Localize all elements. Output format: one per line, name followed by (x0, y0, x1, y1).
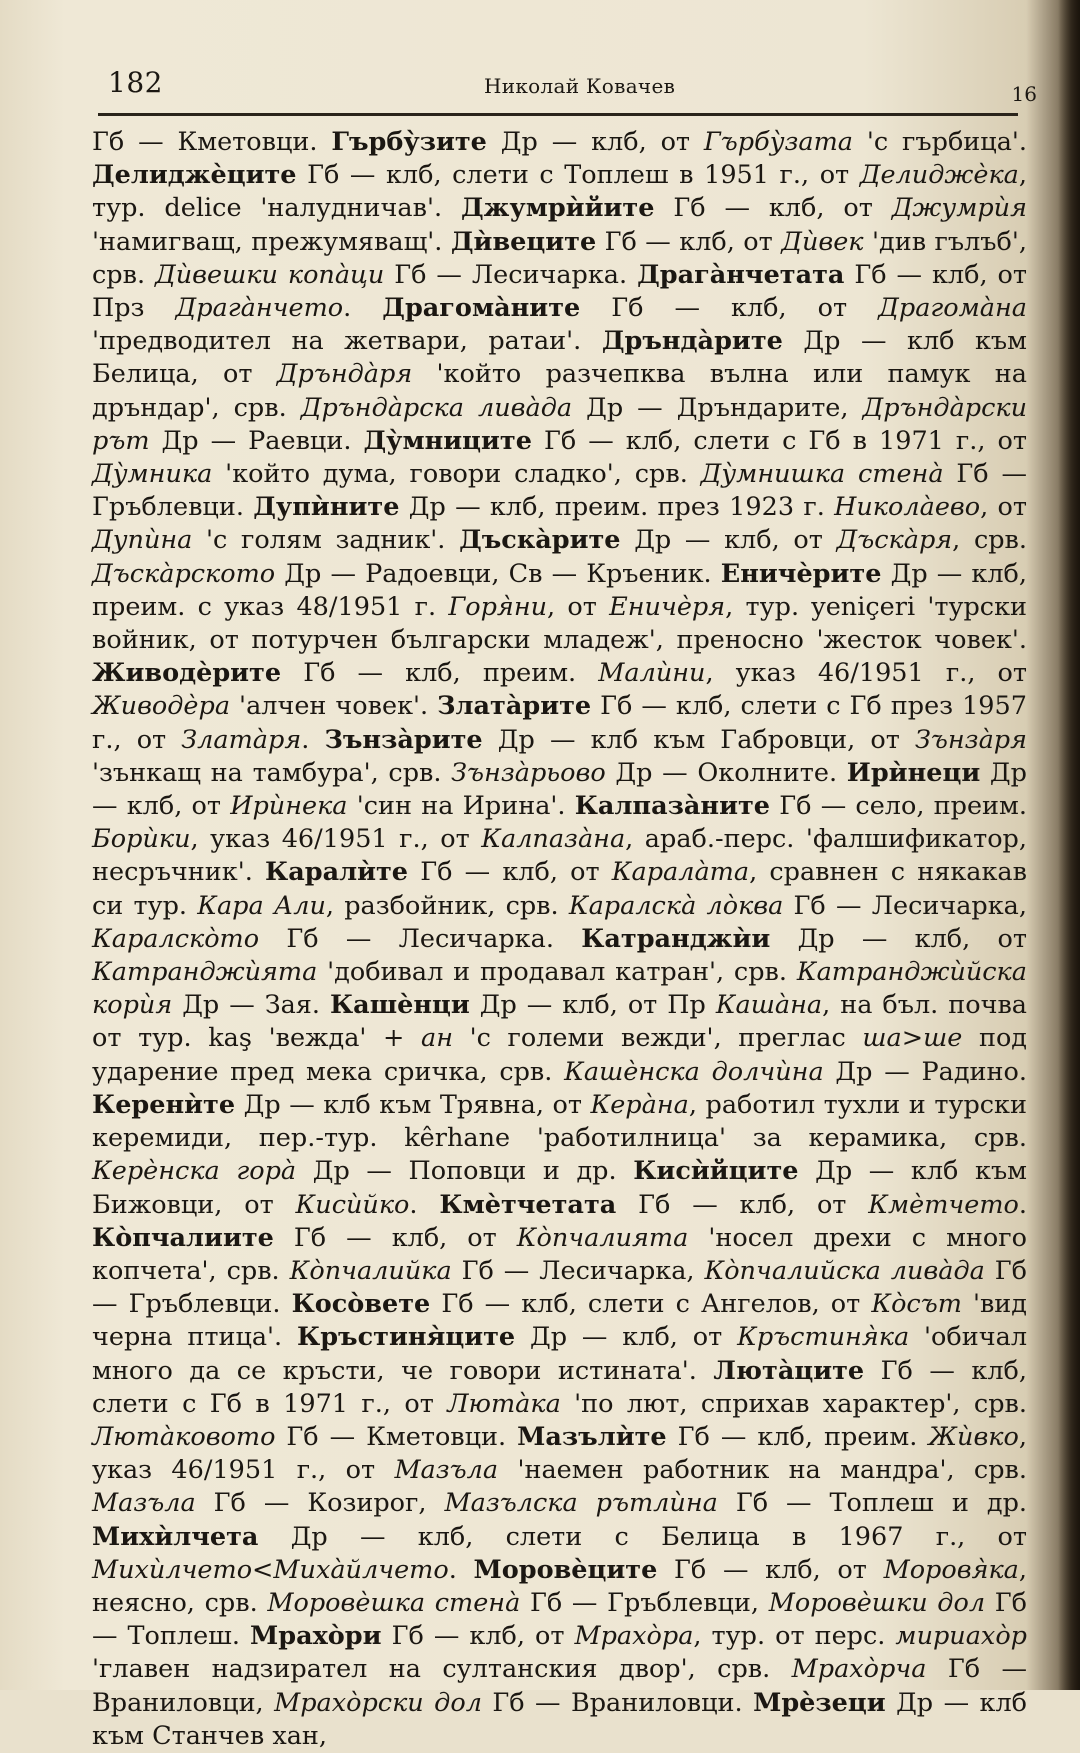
entry-headword: Мрѐзеци (753, 1687, 886, 1718)
italic-form: Калпаза̀на (481, 824, 626, 855)
italic-form: Горя̀ни (448, 591, 548, 622)
entry-headword: Живодѐрите (92, 658, 282, 689)
italic-form: Мазъла (92, 1488, 196, 1519)
text-run: Др — Зая. (172, 990, 330, 1021)
text-run: , тур. от перс. (693, 1621, 896, 1652)
text-run: . (409, 1189, 440, 1220)
italic-form: Кòпчалията (516, 1222, 689, 1253)
entry-headword: Катранджѝи (581, 923, 771, 954)
italic-form: Еничѐря (609, 591, 726, 622)
text-run: , тур. yeniçeri 'турски войник, от потурчен български младеж', преносно 'жесток човек'. (92, 591, 1028, 656)
italic-form: Кисѝйко (295, 1189, 410, 1220)
text-run: Др — Околните. (605, 757, 847, 788)
text-run: 'който дума, говори сладко', срв. (212, 459, 701, 490)
italic-form: Гърбу̀зата (703, 127, 853, 157)
text-run: Др — клб към Трявна, от (235, 1089, 591, 1120)
italic-form: Кòпчалийка (289, 1255, 452, 1286)
entry-headword: Моровѐците (473, 1554, 658, 1585)
text-run: , работил тухли и турски керемиди, пер.-тур. kêrhane 'работилница' за керамика, срв. (92, 1089, 1027, 1154)
text-run: Гб — Лесичарка, (783, 890, 1027, 921)
entry-headword: Керенѝте (92, 1089, 236, 1120)
text-run: 'добивал и продавал катран', срв. (317, 957, 797, 988)
text-run: Гб — клб, от (654, 193, 892, 224)
entry-headword: Зънзàрите (324, 724, 483, 755)
italic-form: Кòпчалийска ливàда (704, 1255, 985, 1286)
text-run: . (1018, 1189, 1028, 1220)
text-run: Гб — клб, преим. (666, 1421, 929, 1452)
italic-form: Дупѝна (92, 525, 193, 556)
text-run: 'главен надзирател на султанския двор', срв. (92, 1654, 792, 1685)
text-run: , разбойник, срв. (325, 890, 569, 921)
text-run: 'син на Ирина'. (347, 791, 575, 822)
text-run: Гб — клб, от (408, 857, 612, 888)
text-run: 'див гълъб', срв. (92, 226, 1027, 290)
entry-headword: Мазълѝте (517, 1421, 667, 1452)
text-run: Гб — клб, от (580, 293, 879, 324)
text-run: Др — клб, от (770, 923, 1027, 954)
italic-form: Драгома̀на (878, 293, 1027, 324)
text-run: Гб — Топлеш. (92, 1587, 1027, 1652)
italic-form: Катранджѝйска корѝя (92, 957, 1027, 1021)
italic-form: Моровѐшка стенà (267, 1587, 521, 1618)
text-run: Др — клб към Станчев хан, (92, 1687, 1028, 1751)
italic-form: Зънзàря (915, 724, 1027, 755)
entry-headword: Дръндàрите (601, 326, 783, 357)
text-run: . (448, 1554, 474, 1585)
italic-form: Малѝни (598, 658, 706, 689)
text-run: Др — клб към Габровци, от (482, 724, 915, 755)
italic-form: Катранджѝята (92, 957, 318, 988)
dictionary-body-text (92, 126, 1027, 1753)
italic-form: Каралскà лòква (568, 890, 784, 921)
text-run: Др — клб, от (92, 757, 1027, 822)
entry-headword: Михѝлчета (92, 1521, 259, 1552)
entry-headword: Кисѝйците (633, 1156, 799, 1187)
italic-form: Дѝвешки копа̀ци (155, 259, 385, 290)
running-head-author: Николай Ковачев (484, 74, 676, 98)
text-run: , указ 46/1951 г., от (92, 1421, 1027, 1486)
italic-form: Михѝлчето<Михàйлчето (92, 1554, 449, 1585)
entry-headword: Дъскàрите (459, 525, 621, 556)
italic-form: ан (421, 1023, 453, 1054)
italic-form: Дѝвек (781, 226, 864, 257)
text-run: Гб — клб, от (381, 1621, 575, 1652)
text-run: 'зънкащ на тамбура', срв. (92, 757, 452, 788)
italic-form: Николàево (834, 492, 981, 523)
italic-form: Керѐнска горà (92, 1156, 297, 1187)
text-run: 'с голям задник'. (192, 525, 460, 556)
text-run: Гб — клб, от (596, 226, 782, 257)
text-run: Др — клб към Белица, от (92, 326, 1027, 390)
text-run: Гб — клб, слети с Топлеш в 1951 г., от (296, 160, 860, 191)
text-run: 'алчен човек'. (230, 691, 438, 722)
entry-headword: Делиджѐците (92, 160, 297, 191)
text-run: 'който разчепква вълна или памук на дръндар', срв. (92, 359, 1027, 423)
page-header (104, 62, 1039, 112)
entry-headword: Мрахòри (250, 1621, 382, 1652)
text-run: Гб — Гръблевци, (520, 1587, 769, 1618)
text-run: Др — клб, преим. през 1923 г. (399, 492, 835, 523)
italic-form: ша>ше (862, 1023, 963, 1054)
text-run: , от (547, 591, 610, 622)
italic-form: Борѝки (92, 824, 191, 855)
text-run: Др — Радино. (823, 1056, 1027, 1087)
text-run: , на бъл. почва от тур. kaş 'вежда' + (92, 990, 1027, 1054)
italic-form: Мазълска рътлѝна (444, 1488, 718, 1519)
text-run: Гб — Враниловци. (481, 1687, 754, 1718)
italic-form: Каралàта (611, 857, 750, 888)
italic-form: Ирѝнека (230, 791, 348, 822)
entry-headword: Гърбу̀зите (331, 127, 487, 157)
text-run: , сравнен с някакав си тур. (92, 857, 1027, 921)
text-run: 'по лют, сприхав характер', срв. (560, 1388, 1028, 1419)
text-run: Др — клб, от (515, 1322, 738, 1353)
text-run: Гб — Лесичарка. (384, 259, 638, 290)
entry-headword: Ирѝнеци (846, 757, 981, 788)
italic-form: Дръндàря (276, 359, 413, 390)
italic-form: Живодѐра (92, 691, 231, 722)
text-run: Др — клб, слети с Белица в 1967 г., от (258, 1521, 1027, 1552)
text-run: Др — клб, от Пр (469, 990, 716, 1021)
entry-headword: Кмѐтчетата (439, 1189, 617, 1220)
entry-headword: Кòпчалиите (92, 1222, 274, 1253)
entry-headword: Дѝвеците (450, 226, 597, 257)
text-run: Гб — Козирог, (195, 1488, 445, 1519)
italic-form: Лютàковото (92, 1421, 276, 1452)
italic-form: Златàря (181, 724, 302, 755)
text-run: 'обичал много да се кръсти, че говори истината'. (92, 1322, 1028, 1386)
text-run: Гб — клб, слети с Гб в 1971 г., от (92, 1355, 1027, 1419)
italic-form: Мрахòрча (791, 1654, 927, 1685)
text-run: , тур. delice 'налудничав'. (92, 160, 1027, 224)
italic-form: Ду̀мнишка стенà (700, 459, 944, 490)
entry-headword: Кръстиня̀ците (297, 1322, 516, 1353)
text-run: 'вид черна птица'. (92, 1289, 1028, 1353)
corner-mark: 16 (1011, 82, 1037, 106)
text-run: Гб — Лесичарка, (451, 1255, 705, 1286)
italic-form: Дръндàрски рът (92, 392, 1027, 456)
italic-form: Кашàна (715, 990, 823, 1021)
text-run: Др — клб към Бижовци, от (92, 1156, 1027, 1220)
italic-form: Дъскàрското (92, 558, 276, 589)
entry-headword: Драга̀нчетата (637, 259, 845, 290)
italic-form: Делиджѐка (859, 160, 1019, 191)
entry-headword: Джумрѝйите (460, 193, 655, 224)
text-run: 'с гърбица'. (852, 127, 1028, 157)
text-run: , неясно, срв. (92, 1554, 1027, 1618)
text-run: Гб — Гръблевци. (92, 1255, 1027, 1320)
text-run: Др — Раевци. (149, 425, 364, 456)
text-run: Гб — клб, от (657, 1554, 884, 1585)
text-run: Гб — Враниловци, (92, 1654, 1027, 1718)
entry-headword: Златàрите (437, 691, 592, 722)
text-run: Гб — Кметовци. (275, 1421, 518, 1452)
entry-headword: Драгома̀ните (382, 293, 581, 324)
italic-form: Джумрѝя (891, 193, 1027, 224)
italic-form: Дръндàрска лива̀да (300, 392, 573, 423)
italic-form: Дъскàря (836, 525, 953, 556)
entry-headword: Косòвете (291, 1289, 431, 1320)
text-run: Гб — клб, слети с Ангелов, от (430, 1289, 872, 1320)
text-run: Др — клб, от (486, 127, 704, 157)
italic-form: Керàна (590, 1089, 689, 1120)
entry-headword: Лютàците (713, 1355, 865, 1386)
text-run: . (343, 293, 383, 324)
text-run: 'с големи вежди', преглас (453, 1023, 863, 1054)
text-run: 'предводител на жетвари, ратаи'. (92, 326, 602, 357)
book-spine-shadow (1058, 0, 1080, 1690)
header-rule (98, 113, 1018, 116)
italic-form: Мрахòра (574, 1621, 694, 1652)
text-run: Др — Дръндарите, (572, 392, 863, 423)
text-run: Гб — Кметовци. (92, 127, 332, 157)
italic-form: Кòсът (871, 1289, 962, 1320)
entry-headword: Дупѝните (253, 492, 400, 523)
text-run: Гб — Лесичарка. (259, 923, 582, 954)
italic-form: мириахòр (895, 1621, 1027, 1652)
italic-form: Мазъла (394, 1455, 499, 1486)
text-run: 'носел дрехи с много копчета', срв. (92, 1222, 1027, 1286)
entry-headword: Еничѐрите (720, 558, 882, 589)
text-run: , указ 46/1951 г., от (190, 824, 482, 855)
text-run: , указ 46/1951 г., от (705, 658, 1027, 689)
italic-form: Драга̀нчето (175, 293, 344, 324)
text-run: Гб — клб, слети с Гб в 1971 г., от (531, 425, 1027, 456)
entry-headword: Калпаза̀ните (574, 791, 771, 822)
italic-form: Лютàка (447, 1388, 561, 1419)
entry-headword: Кашѐнци (329, 990, 470, 1021)
italic-form: Зънзàрьово (451, 757, 606, 788)
italic-form: Моровя̀ка (883, 1554, 1019, 1585)
text-run: , срв. (952, 525, 1028, 556)
text-run: Гб — Гръблевци. (92, 459, 1027, 523)
text-run: 'наемен работник на мандра', срв. (498, 1455, 1027, 1486)
text-run: Др — Радоевци, Св — Кръеник. (275, 558, 721, 589)
italic-form: Каралскòто (92, 923, 260, 954)
text-run: . (301, 724, 325, 755)
italic-form: Ду̀мника (92, 459, 213, 490)
text-run: , араб.-перс. 'фалшификатор, несръчник'. (92, 824, 1027, 888)
entry-headword: Ду̀мниците (363, 425, 532, 456)
text-run: , от (980, 492, 1027, 523)
italic-form: Кара Али (197, 890, 326, 921)
text-run: Др — Поповци и др. (296, 1156, 634, 1187)
italic-form: Мрахòрски дол (274, 1687, 482, 1718)
text-run: под ударение пред мека сричка, срв. (92, 1023, 1028, 1087)
text-run: Гб — клб, слети с Гб през 1957 г., от (92, 691, 1027, 755)
text-run: Др — клб, от (620, 525, 837, 556)
italic-form: Жѝвко (928, 1421, 1019, 1452)
text-run: Гб — Топлеш и др. (717, 1488, 1028, 1519)
italic-form: Кръстиня̀ка (737, 1322, 910, 1353)
italic-form: Моровѐшки дол (768, 1587, 986, 1618)
text-run: Гб — село, преим. (770, 791, 1027, 822)
text-run: Гб — клб, от (273, 1222, 517, 1253)
italic-form: Кмѐтчето (868, 1189, 1019, 1220)
text-run: Гб — клб, от Прз (92, 259, 1027, 324)
entry-headword: Каралѝте (265, 857, 409, 888)
text-run: Др — клб, преим. с указ 48/1951 г. (92, 558, 1027, 622)
page-number: 182 (108, 66, 163, 99)
text-run: Гб — клб, преим. (281, 658, 599, 689)
text-run: 'намигващ, прежумяващ'. (92, 226, 451, 257)
text-run: Гб — клб, от (616, 1189, 869, 1220)
italic-form: Кашѐнска долчѝна (564, 1056, 824, 1087)
